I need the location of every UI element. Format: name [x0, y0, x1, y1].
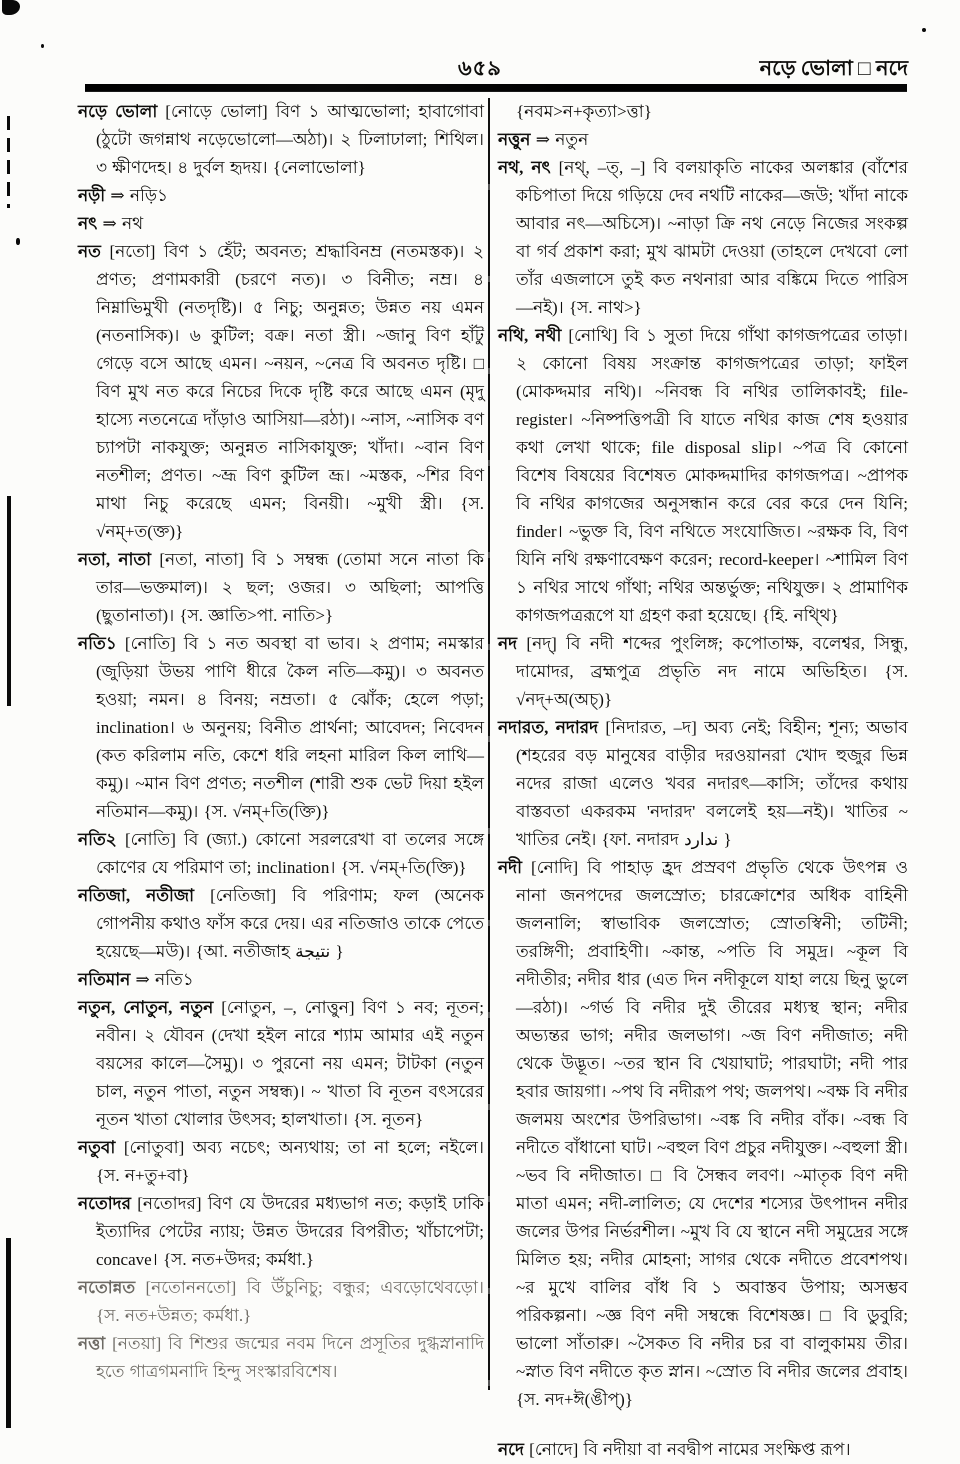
entry-body: [নোতি] বি (জ্যা.) কোনো সরলরেখা বা তলের সঙ্গে কোণের যে পরিমাণ তা; inclination। {স. √নম্+তি(ক্তি)}: [96, 830, 485, 877]
entry-body: {নবম>ন+কৃত্যা>ত্তা}: [516, 102, 652, 121]
entry-continuation: [498, 98, 908, 126]
entry-headword: নদে: [498, 1440, 524, 1459]
entry-body: [নোড়ে ভোলা] বিণ ১ আত্মভোলা; হাবাগোবা (ঠুটো জগন্নাথ নড়েভোলো—অঠা)। ২ ঢিলাঢালা; শিথিল। ৩ ক্ষীণদেহ। ৪ দুর্বল হৃদয়। {নেলাভোলা}: [96, 102, 484, 177]
dictionary-entry: [78, 966, 484, 994]
entry-headword: নতুন, নোতুন, নতুন: [78, 998, 214, 1017]
left-column: [78, 98, 484, 1448]
scan-artifact: [922, 28, 926, 32]
dictionary-entry: [498, 714, 908, 854]
entry-body: [নতো] বিণ ১ হেঁট; অবনত; শ্রদ্ধাবিনম্র (নতমস্তক)। ২ প্রণত; প্রণামকারী (চরণে নত)। ৩ বিনীত; নম্র। ৪ নিম্নাভিমুখী (নতদৃষ্টি)। ৫ নিচু; অনুন্নত; উন্নত নয় এমন (নতনাসিক)। ৬ কুটিল; বক্র। নতা স্ত্রী। ~জানু বিণ হাঁটু গেড়ে বসে আছে এমন। ~নয়ন, ~নেত্র বি অবনত দৃষ্টি। □ বিণ মুখ নত করে নিচের দিকে দৃষ্টি করে আছে এমন (মৃদু হাস্যে নতনেত্রে দাঁড়াও আসিয়া—রঠা)। ~নাস, ~নাসিক বণ চ্যাপটা নাকযুক্ত; অনুন্নত নাসিকাযুক্ত; খাঁদা। ~বান বিণ নতশীল; প্রণত। ~ভ্রূ বিণ কুটিল ভ্রূ। ~মস্তক, ~শির বিণ মাথা নিচু করেছে এমন; বিনয়ী। ~মুখী স্ত্রী। {স. √নম্+ত(ক্ত)}: [96, 242, 484, 541]
entry-body: [নিদারত, –দ] অব্য নেই; বিহীন; শূন্য; অভাব (শহরের বড় মানুষের বাড়ীর দরওয়ানরা খোদ হুজুর ভিন্ন নদের রাজা এলেও খবর নদারৎ—কাসি; তাঁদের কথায় বাস্তবতা একরকম 'নদারদ' বললেই হয়—নই)। খাতির ~ খাতির নেই। {ফা. নদারদ ندارد }: [516, 718, 908, 849]
dictionary-entry: [498, 154, 908, 322]
entry-headword: নতি২: [78, 830, 117, 849]
entry-headword: নৎ: [78, 214, 98, 233]
entry-body: [নোতুন, –, নোত্তুন] বিণ ১ নব; নূতন; নবীন। ২ যৌবন (দেখা হইল নারে শ্যাম আমার এই নতুন বয়সের কালে—সৈমু)। ৩ পুরনো নয় এমন; টাটকা (নতুন চাল, নতুন পাতা, নতুন সম্বন্ধ)। ~ খাতা বি নূতন বৎসরের নূতন খাতা খোলার উৎসব; হালখাতা। {স. নূতন}: [96, 998, 484, 1129]
scan-artifact: [16, 238, 20, 245]
dictionary-entry: [78, 1330, 484, 1386]
dictionary-entry: [78, 1134, 484, 1190]
dictionary-entry: [78, 1274, 484, 1330]
entry-headword: নত্তা: [78, 1334, 106, 1353]
dictionary-entry: [498, 322, 908, 630]
dictionary-entry: [498, 126, 908, 154]
entry-headword: নতিমান: [78, 970, 131, 989]
scan-artifact: [7, 496, 11, 706]
dictionary-entry: [78, 994, 484, 1134]
entry-body: ⇒ নড়ি১: [110, 186, 169, 205]
entry-body: [নেতিজা] বি পরিণাম; ফল (অনেক গোপনীয় কথাও ফাঁস করে দেয়। এর নতিজাও তাকে পেতে হয়েছে—মউ)। {আ. নতীজাহ نتيجة }: [96, 886, 484, 961]
header-rule: [85, 84, 907, 92]
entry-headword: নতিজা, নতীজা: [78, 886, 195, 905]
entry-headword: নদারত, নদারদ: [498, 718, 599, 737]
entry-body: [নতয়া] বি শিশুর জন্মের নবম দিনে প্রসূতির দুগ্ধস্নানাদি হতে গাত্রগমনাদি হিন্দু সংস্কারবিশেষ।: [96, 1334, 484, 1381]
entry-body: [নোতুবা] অব্য নচেৎ; অন্যথায়; তা না হলে; নইলে। {স. ন+তু+বা}: [96, 1138, 484, 1185]
dictionary-entry: [78, 182, 484, 210]
entry-headword: নদ: [498, 634, 518, 653]
dictionary-entry: [498, 630, 908, 714]
entry-headword: নতোন্নত: [78, 1278, 136, 1297]
entry-body: ⇒ নতুন: [535, 130, 589, 149]
right-column: [498, 98, 909, 1459]
dictionary-entry: [78, 98, 484, 182]
dictionary-entry: [78, 546, 484, 630]
dictionary-entry: [78, 238, 484, 546]
entry-headword: নতি১: [78, 634, 117, 653]
entry-body: [নোদি] বি পাহাড় হ্রদ প্রস্রবণ প্রভৃতি থেকে উৎপন্ন ও নানা জনপদের জলস্রোত; চারক্রোশের অধিক বাহিনী জলনালি; স্বাভাবিক জলস্রোত; স্রোতস্বিনী; তটিনী; তরঙ্গিণী; প্রবাহিণী। ~কান্ত, ~পতি বি সমুদ্র। ~কূল বি নদীতীর; নদীর ধার (এত দিন নদীকূলে যাহা লয়ে ছিনু ভুলে—রঠা)। ~গর্ভ বি নদীর দুই তীরের মধ্যস্থ স্থান; নদীর অভ্যন্তর ভাগ; নদীর জলভাগ। ~জ বিণ নদীজাত; নদী থেকে উদ্ভূত। ~তর স্থান বি খেয়াঘাট; পারঘাটা; নদী পার হবার জায়গা। ~পথ বি নদীরূপ পথ; জলপথ। ~বক্ষ বি নদীর জলময় অংশের উপরিভাগ। ~বঙ্ক বি নদীর বাঁক। ~বন্ধ বি নদীতে বাঁধানো ঘাট। ~বহুল বিণ প্রচুর নদীযুক্ত। ~বহুলা স্ত্রী। ~ভব বি নদীজাত। □ বি সৈন্ধব লবণ। ~মাতৃক বিণ নদী মাতা এমন; নদী-লালিত; যে দেশের শস্যের উৎপাদন নদীর জলের উপর নির্ভরশীল। ~মুখ বি যে স্থানে নদী সমুদ্রের সঙ্গে মিলিত হয়; নদীর মোহনা; সাগর থেকে নদীতে প্রবেশপথ। ~র মুখে বালির বাঁধ বি ১ অবাস্তব উপায়; অসম্ভব পরিকল্পনা। ~জ্ঞ বিণ নদী সম্বন্ধে বিশেষজ্ঞ। □ বি ডুবুরি; ভালো সাঁতারু। ~সৈকত বি নদীর চর বা বালুকাময় তীর। ~স্নাত বিণ নদীতে কৃত স্নান। ~স্রোত বি নদীর জলের প্রবাহ। {স. নদ+ঈ(ঙীপ্)}: [516, 858, 909, 1409]
entry-body: [নোদে] বি নদীয়া বা নবদ্বীপ নামের সংক্ষিপ্ত রূপ।: [529, 1440, 851, 1459]
scan-artifact: [41, 44, 44, 48]
entry-headword: নথি, নথী: [498, 326, 562, 345]
entry-body: [নোথি] বি ১ সুতা দিয়ে গাঁথা কাগজপত্রের তাড়া। ২ কোনো বিষয় সংক্রান্ত কাগজপত্রের তাড়া; ফাইল (মোকদ্দমার নথি)। ~নিবন্ধ বি নথির তালিকাবই; file-register। ~নিষ্পত্তিপত্রী বি যাতে নথির কাজ শেষ হওয়ার কথা লেখা থাকে; file disposal slip। ~পত্র বি কোনো বিশেষ বিষয়ের বিশেষত মোকদ্দমাদির কাগজপত্র। ~প্রাপক বি নথির কাগজের অনুসন্ধান করে বের করে দেন যিনি; finder। ~ভুক্ত বি, বিণ নথিতে সংযোজিত। ~রক্ষক বি, বিণ যিনি নথি রক্ষণাবেক্ষণ করেন; record-keeper। ~শামিল বিণ ১ নথির সাথে গাঁথা; নথির অন্তর্ভুক্ত; নথিযুক্ত। ২ প্রামাণিক কাগজপত্ররূপে যা গ্রহণ করা হয়েছে। {হি. নথ্থি}: [516, 326, 909, 625]
dictionary-entry: [78, 210, 484, 238]
entry-body: [নথ্, –ত্, –] বি বলয়াকৃতি নাকের অলঙ্কার (বাঁশের কচিপাতা দিয়ে গড়িয়ে দেব নথটি নাকের—জউ; খাঁদা নাকে আবার নৎ—অচিসে)। ~নাড়া ক্রি নথ নেড়ে নিজের সংকল্প বা গর্ব প্রকাশ করা; মুখ ঝামটা দেওয়া (তাহলে দেখবো লো তাঁর এজলাসে তুই কত নথনারা আর বঙ্কিমে দিতে পারিস—নই)। {স. নাথ>}: [516, 158, 908, 317]
scan-artifact: [7, 116, 10, 208]
entry-headword: নথ, নৎ: [498, 158, 551, 177]
entry-headword: নড়ী: [78, 186, 106, 205]
scan-artifact: [6, 1238, 11, 1428]
dictionary-entry: [498, 1436, 908, 1464]
entry-body: [নতোদর] বিণ যে উদরের মধ্যভাগ নত; কড়াই ঢাকি ইত্যাদির পেটের ন্যায়; উন্নত উদরের বিপরীত; খাঁচাপেটা; concave। {স. নত+উদর; কর্মধা.}: [96, 1194, 485, 1269]
entry-headword: নত্তুন: [498, 130, 531, 149]
ink-blot-artifact: [2, 0, 20, 15]
entry-body: ⇒ নথ: [102, 214, 144, 233]
dictionary-entry: [78, 882, 484, 966]
dictionary-entry: [78, 826, 484, 882]
entry-body: ⇒ নতি১: [135, 970, 194, 989]
entry-body: [নতা, নাতা] বি ১ সম্বন্ধ (তোমা সনে নাতা কি তার—ভক্তমাল)। ২ ছল; ওজর। ৩ অছিলা; আপত্তি (ছুতানাতা)। {স. জ্ঞাতি>পা. নাতি>}: [96, 550, 484, 625]
page-number: ৬৫৯: [458, 56, 502, 80]
entry-headword: নতোদর: [78, 1194, 131, 1213]
guide-words: নড়ে ভোলা □ নদে: [759, 56, 908, 80]
entry-body: [নোতি] বি ১ নত অবস্থা বা ভাব। ২ প্রণাম; নমস্কার (জুড়িয়া উভয় পাণি ধীরে কৈল নতি—কমু)। ৩ অবনত হওয়া; নমন। ৪ বিনয়; নম্রতা। ৫ ঝোঁক; হেলে পড়া; inclination। ৬ অনুনয়; বিনীত প্রার্থনা; আবেদন; নিবেদন (কত করিলাম নতি, কেশে ধরি লহনা মারিল কিল লাথি—কমু)। ~মান বিণ প্রণত; নতশীল (শারী শুক ভেট দিয়া হইল নতিমান—কমু)। {স. √নম্+তি(ক্তি)}: [96, 634, 484, 821]
column-divider: [488, 98, 490, 1390]
entry-headword: নত: [78, 242, 101, 261]
entry-headword: নড়ে ভোলা: [78, 102, 158, 121]
entry-headword: নদী: [498, 858, 522, 877]
entry-headword: নতুবা: [78, 1138, 116, 1157]
entry-headword: নতা, নাতা: [78, 550, 152, 569]
dictionary-entry: [78, 1190, 484, 1274]
entry-body: [নতোননতো] বি উঁচুনিচু; বন্ধুর; এবড়োথেবড়ো। {স. নত+উন্নত; কর্মধা.}: [96, 1278, 485, 1325]
entry-body: [নদ্] বি নদী শব্দের পুংলিঙ্গ; কপোতাক্ষ, বলেশ্বর, সিন্ধু, দামোদর, ব্রহ্মপুত্র প্রভৃতি নদ নামে অভিহিত। {স. √নদ্+অ(অচ্)}: [516, 634, 908, 709]
dictionary-entry: [498, 854, 908, 1414]
dictionary-entry: [78, 630, 484, 826]
